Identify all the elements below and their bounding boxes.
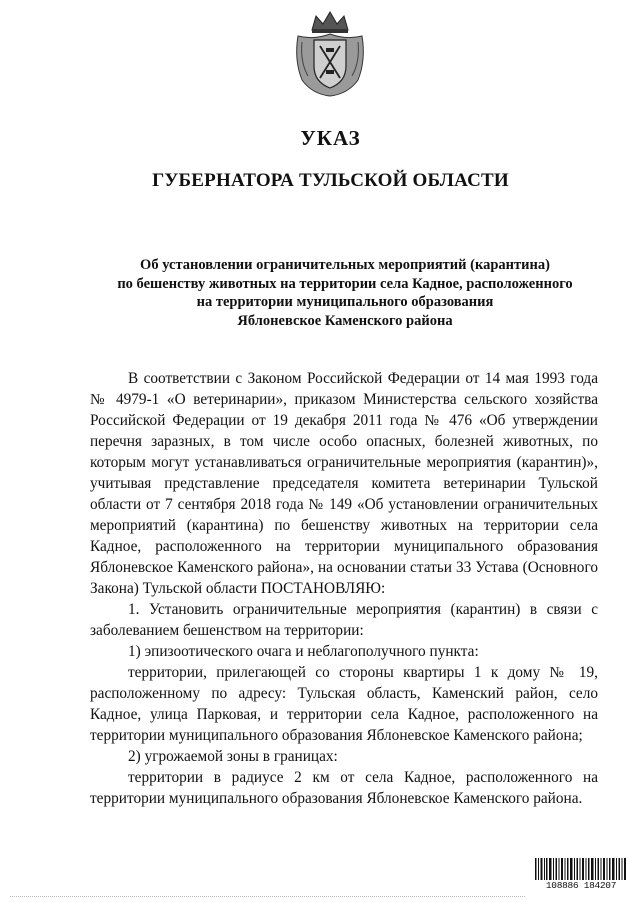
body-paragraph: 1. Установить ограничительные мероприятия (карантин) в связи с заболеванием бешенством на территории: — [90, 601, 598, 639]
document-title: УКАЗ — [300, 126, 361, 150]
document-subject — [80, 256, 610, 330]
barcode-number: 108886 184207 — [535, 880, 627, 891]
body-paragraph: территории, прилегающей со стороны квартиры 1 к дому № 19, расположенному по адресу: Тульская область, Каменский район, село Кадное, улица Парковая, и территории села Кадное, расположенного на территории муниципального образования Яблоневское Каменского района; — [90, 664, 598, 744]
subject-line: Об установлении ограничительных мероприятий (карантина) — [140, 257, 550, 273]
document-body — [90, 368, 598, 809]
body-paragraph: 2) угрожаемой зоны в границах: — [128, 748, 338, 765]
subject-line: на территории муниципального образования — [196, 294, 494, 310]
subject-line: Яблоневское Каменского района — [237, 312, 453, 329]
scan-artifact-line — [10, 896, 525, 898]
tula-coat-of-arms-icon — [292, 10, 368, 98]
body-paragraph: 1) эпизоотического очага и неблагополучного пункта: — [128, 643, 479, 660]
barcode-icon — [535, 858, 627, 900]
subject-line: по бешенству животных на территории села Кадное, расположенного — [117, 275, 573, 292]
document-subtitle: ГУБЕРНАТОРА ТУЛЬСКОЙ ОБЛАСТИ — [152, 170, 509, 191]
body-paragraph: В соответствии с Законом Российской Федерации от 14 мая 1993 года № 4979-1 «О ветеринарии», приказом Министерства сельского хозяйства Российской Федерации от 19 декабря 2011 года № 476 «Об утверждении перечня заразных, в том числе особо опасных, болезней животных, по которым могут устанавливаться ограничительные мероприятия (карантин)», учитывая представление председателя комитета ветеринарии Тульской области от 7 сентября 2018 года № 149 «Об установлении ограничительных мероприятий (карантина) по бешенству животных на территории села Кадное, расположенного на территории муниципального образования Яблоневское Каменского района», на основании статьи 33 Устава (Основного Закона) Тульской области ПОСТАНОВЛЯЮ: — [90, 370, 598, 597]
body-paragraph: территории в радиусе 2 км от села Кадное, расположенного на территории муниципального образования Яблоневское Каменского района. — [90, 769, 598, 807]
